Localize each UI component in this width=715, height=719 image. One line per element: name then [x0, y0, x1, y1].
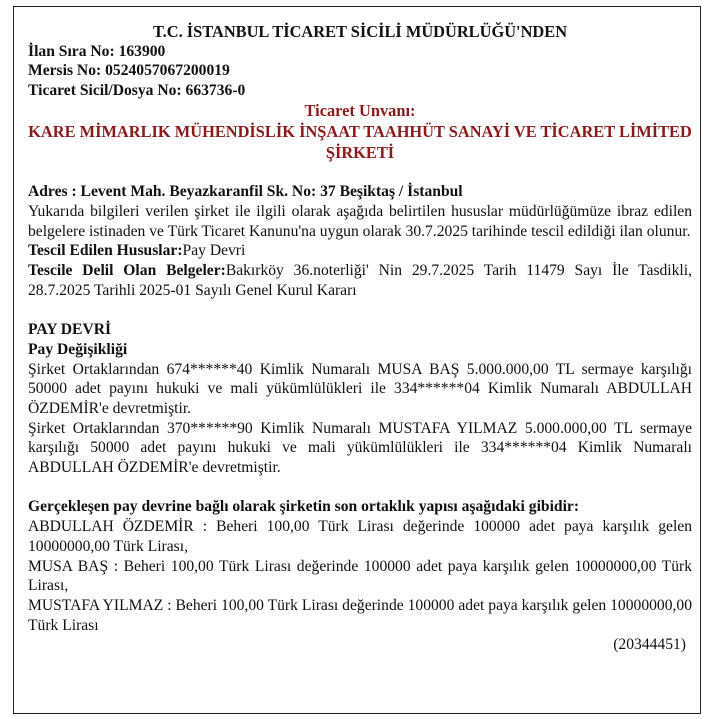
- partner-line: MUSTAFA YILMAZ : Beheri 100,00 Türk Lirası değerinde 100000 adet paya karşılık gelen 10000000,00 Türk Lirası: [28, 596, 692, 634]
- transfer-paragraph: Şirket Ortaklarından 370******90 Kimlik Numaralı MUSTAFA YILMAZ 5.000.000,00 TL sermaye karşılığı 50000 adet payını hukuki ve mali yükümlülükleri ile 334******04 Kimlik Numaralı ABDULLAH ÖZDEMİR'e devretmiştir.: [28, 419, 692, 477]
- ilan-line: [28, 42, 692, 62]
- partner-line: MUSA BAŞ : Beheri 100,00 Türk Lirası değerinde 100000 adet paya karşılık gelen 10000000,00 Türk Lirası,: [28, 557, 692, 595]
- ilan-label: İlan Sıra No:: [28, 42, 115, 60]
- sicil-label: Ticaret Sicil/Dosya No:: [28, 82, 182, 100]
- trade-name-label: Ticaret Unvanı:: [304, 100, 416, 120]
- sicil-no: 663736-0: [185, 82, 246, 100]
- structure-heading: Gerçekleşen pay devrine bağlı olarak şirketin son ortaklık yapısı aşağıdaki gibidir:: [28, 498, 580, 516]
- transfer-paragraph: Şirket Ortaklarından 674******40 Kimlik Numaralı MUSA BAŞ 5.000.000,00 TL sermaye karşılığı 50000 adet payını hukuki ve mali yükümlülükleri ile 334******04 Kimlik Numaralı ABDULLAH ÖZDEMİR'e devretmiştir.: [28, 360, 692, 417]
- mersis-no: 0524057067200019: [105, 62, 230, 80]
- registered-subjects: [28, 241, 692, 261]
- partner-line: ABDULLAH ÖZDEMİR : Beheri 100,00 Türk Lirası değerinde 100000 adet paya karşılık gelen 10000000,00 Türk Lirası,: [28, 518, 692, 555]
- registered-subjects-value: Pay Devri: [182, 242, 246, 260]
- share-transfer-heading: PAY DEVRİ: [28, 321, 112, 339]
- reference-number: (20344451): [613, 636, 686, 654]
- evidence-documents-value: Bakırköy 36.noterliği' Nin 29.7.2025 Tarih 11479 Sayı İle Tasdikli, 28.7.2025 Tarihli 2025-01 Sayılı Genel Kurul Kararı: [28, 262, 692, 299]
- company-name: KARE MİMARLIK MÜHENDİSLİK İNŞAAT TAAHHÜT SANAYİ VE TİCARET LİMİTED ŞİRKETİ: [28, 121, 692, 162]
- evidence-documents: [28, 261, 692, 300]
- mersis-line: [28, 61, 692, 81]
- evidence-documents-label: Tescile Delil Olan Belgeler:: [28, 262, 226, 280]
- share-change-subheading: Pay Değişikliği: [28, 340, 128, 358]
- spacer: [28, 300, 692, 320]
- ilan-no: 163900: [118, 42, 166, 60]
- address-line: Adres : Levent Mah. Beyazkaranfil Sk. No: 37 Beşiktaş / İstanbul: [28, 183, 463, 201]
- registered-subjects-label: Tescil Edilen Hususlar:: [28, 242, 183, 260]
- spacer: [28, 163, 692, 183]
- announcement-document: [28, 22, 692, 655]
- mersis-label: Mersis No:: [28, 62, 102, 80]
- sicil-line: [28, 81, 692, 101]
- authority-title: T.C. İSTANBUL TİCARET SİCİLİ MÜDÜRLÜĞÜ'NDEN: [152, 22, 568, 41]
- spacer: [28, 478, 692, 498]
- intro-paragraph: Yukarıda bilgileri verilen şirket ile ilgili olarak aşağıda belirtilen hususlar müdürlüğümüze ibraz edilen belgelere istinaden ve Türk Ticaret Kanunu'na uygun olarak 30.7.2025 tarihinde tescil edildiği ilan olunur.: [28, 202, 692, 240]
